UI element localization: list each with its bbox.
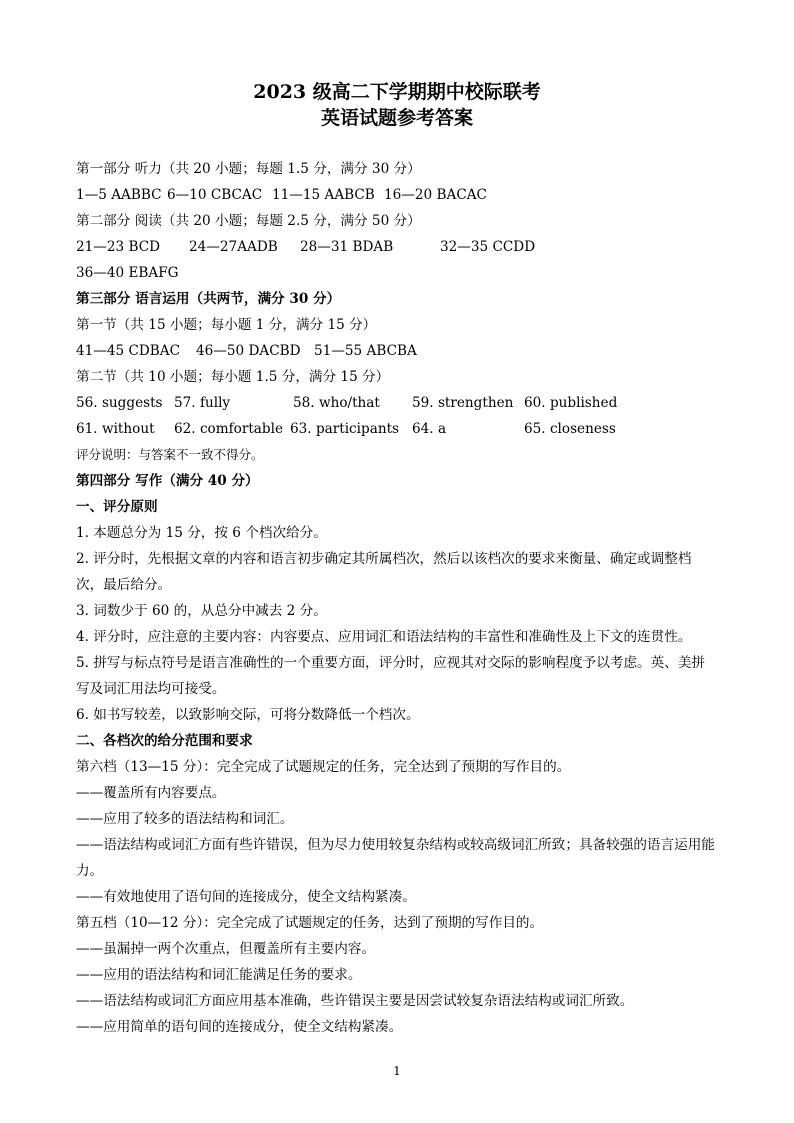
answer-item: 63. participants bbox=[290, 421, 400, 437]
answer-group: 28—31 BDAB bbox=[300, 239, 394, 255]
answer-group: 21—23 BCD bbox=[76, 239, 161, 255]
answer-group: 51—55 ABCBA bbox=[314, 343, 417, 359]
page-subtitle: 英语试题参考答案 bbox=[320, 107, 473, 129]
answer-item: 61. without bbox=[76, 421, 155, 437]
principle-item: 1. 本题总分为 15 分，按 6 个档次给分。 bbox=[76, 525, 327, 541]
level-criterion: ——应用的语法结构和词汇能满足任务的要求。 bbox=[76, 967, 362, 983]
page-title: 2023 级高二下学期期中校际联考 bbox=[253, 81, 541, 103]
principle-item: 5. 拼写与标点符号是语言准确性的一个重要方面，评分时，应视其对交际的影响程度予以考虑。英、美拼写及词汇用法均可接受。 bbox=[76, 655, 706, 697]
part3-heading: 第三部分 语言运用（共两节，满分 30 分） bbox=[76, 291, 341, 307]
principle-item: 4. 评分时，应注意的主要内容：内容要点、应用词汇和语法结构的丰富性和准确性及上下文的连贯性。 bbox=[76, 629, 692, 645]
level-criterion: ——虽漏掉一两个次重点，但覆盖所有主要内容。 bbox=[76, 941, 376, 957]
scoring-note: 评分说明：与答案不一致不得分。 bbox=[76, 447, 264, 462]
part3-section2-heading: 第二节（共 10 小题；每小题 1.5 分，满分 15 分） bbox=[76, 369, 390, 385]
principle-item: 3. 词数少于 60 的，从总分中减去 2 分。 bbox=[76, 603, 327, 619]
principle-item: 2. 评分时，先根据文章的内容和语言初步确定其所属档次，然后以该档次的要求来衡量、确定或调整档次，最后给分。 bbox=[76, 551, 692, 593]
part2-heading: 第二部分 阅读（共 20 小题；每题 2.5 分，满分 50 分） bbox=[76, 213, 421, 229]
level-criterion: ——应用简单的语句间的连接成分，使全文结构紧凑。 bbox=[76, 1019, 403, 1035]
level-criterion: ——语法结构或词汇方面有些许错误，但为尽力使用较复杂结构或较高级词汇所致；具备较强的语言运用能力。 bbox=[76, 837, 715, 879]
levels-heading: 二、各档次的给分范围和要求 bbox=[76, 733, 253, 749]
answer-group: 46—50 DACBD bbox=[196, 343, 301, 359]
part3-section1-heading: 第一节（共 15 小题；每小题 1 分，满分 15 分） bbox=[76, 317, 377, 333]
answer-group: 16—20 BACAC bbox=[384, 187, 487, 203]
answer-group: 1—5 AABBC bbox=[76, 187, 162, 203]
answer-item: 58. who/that bbox=[293, 395, 380, 411]
answer-item: 57. fully bbox=[174, 395, 231, 411]
answer-item: 62. comfortable bbox=[174, 421, 284, 437]
answer-group: 24—27AADB bbox=[189, 239, 278, 255]
answer-group: 41—45 CDBAC bbox=[76, 343, 181, 359]
principles-heading: 一、评分原则 bbox=[76, 499, 158, 515]
level-six: 第六档（13—15 分）：完全完成了试题规定的任务，完全达到了预期的写作目的。 bbox=[76, 759, 571, 775]
answer-item: 59. strengthen bbox=[412, 395, 514, 411]
level-criterion: ——应用了较多的语法结构和词汇。 bbox=[76, 811, 294, 827]
part4-heading: 第四部分 写作（满分 40 分） bbox=[76, 473, 259, 489]
answer-item: 60. published bbox=[524, 395, 618, 411]
answer-group: 36—40 EBAFG bbox=[76, 265, 179, 281]
answer-item: 56. suggests bbox=[76, 395, 163, 411]
part1-heading: 第一部分 听力（共 20 小题；每题 1.5 分，满分 30 分） bbox=[76, 161, 421, 177]
answer-group: 6—10 CBCAC bbox=[167, 187, 263, 203]
answer-item: 65. closeness bbox=[524, 421, 616, 437]
principle-item: 6. 如书写较差，以致影响交际，可将分数降低一个档次。 bbox=[76, 707, 420, 723]
level-criterion: ——有效地使用了语句间的连接成分，使全文结构紧凑。 bbox=[76, 889, 416, 905]
level-five: 第五档（10—12 分）：完全完成了试题规定的任务，达到了预期的写作目的。 bbox=[76, 915, 544, 931]
answer-item: 64. a bbox=[412, 421, 447, 437]
answer-group: 11—15 AABCB bbox=[272, 187, 375, 203]
page-number: 1 bbox=[393, 1064, 401, 1078]
answer-group: 32—35 CCDD bbox=[440, 239, 536, 255]
level-criterion: ——覆盖所有内容要点。 bbox=[76, 785, 226, 801]
level-criterion: ——语法结构或词汇方面应用基本准确，些许错误主要是因尝试较复杂语法结构或词汇所致。 bbox=[76, 993, 634, 1009]
